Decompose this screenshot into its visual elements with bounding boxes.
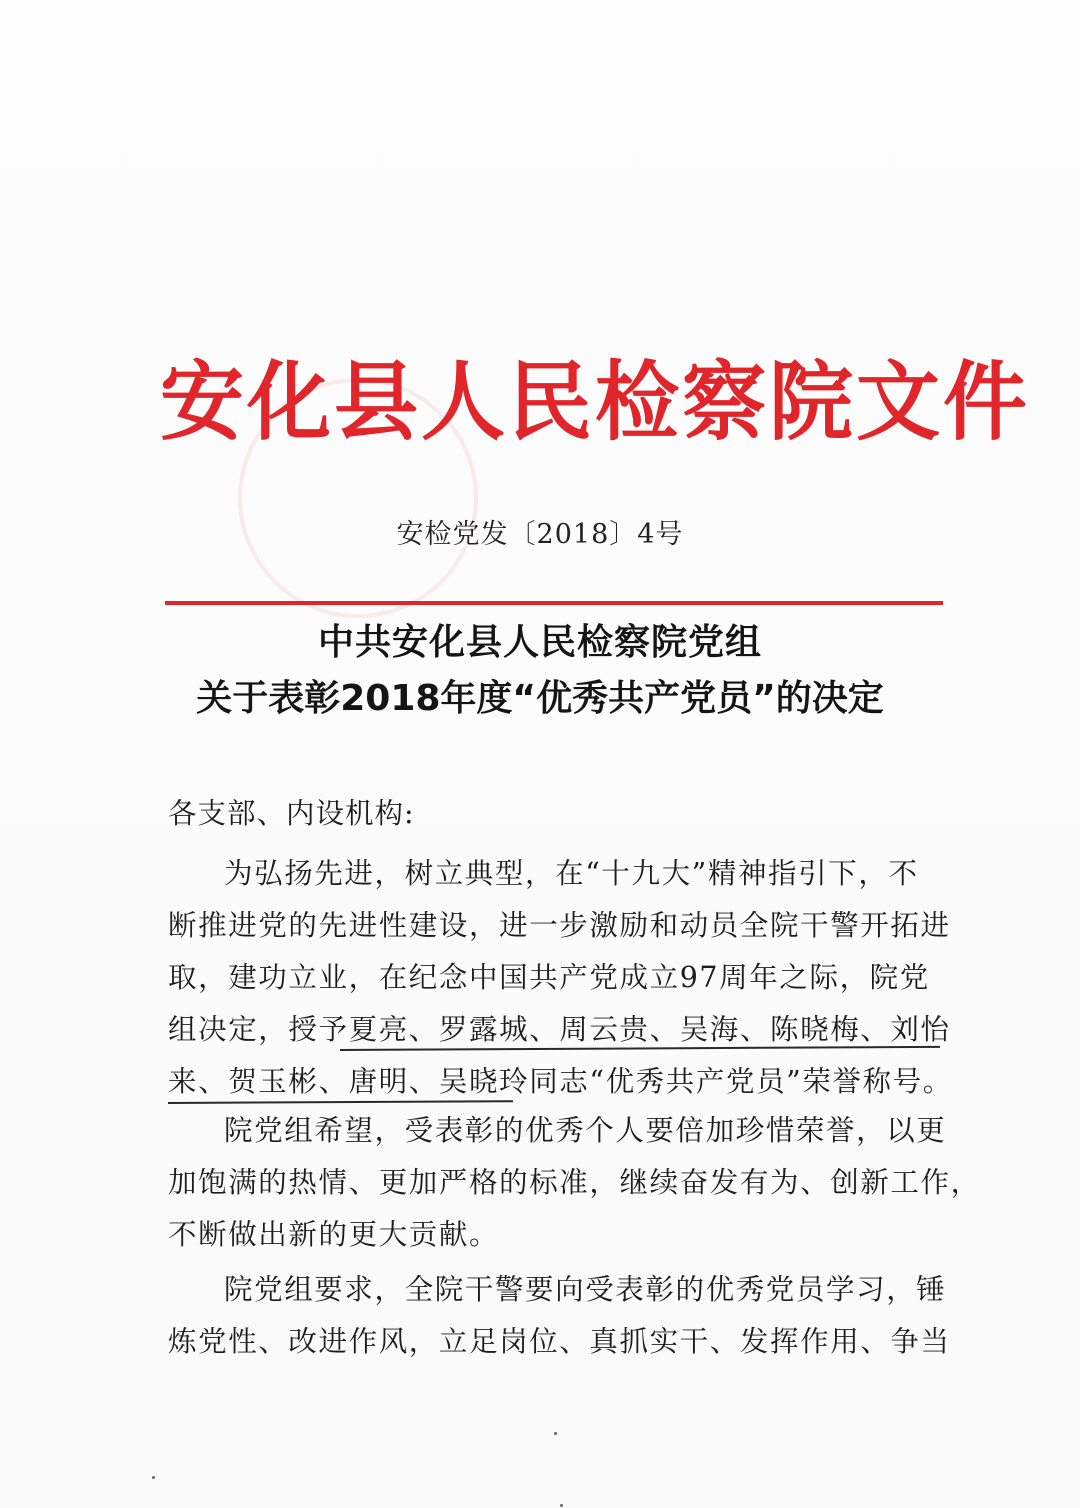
document-masthead: 安化县人民检察院文件 [160, 351, 1031, 452]
paragraph-line: 院党组要求，全院干警要向受表彰的优秀党员学习，锤 [224, 1273, 947, 1306]
scan-speck [560, 1504, 563, 1507]
scan-speck [152, 1476, 155, 1479]
paragraph-line: 取，建功立业，在纪念中国共产党成立97周年之际，院党 [168, 961, 930, 994]
paragraph-line: 炼党性、改进作风，立足岗位、真抓实干、发挥作用、争当 [168, 1325, 951, 1358]
paragraph-line: 不断做出新的更大贡献。 [168, 1218, 500, 1251]
scan-speck [554, 1432, 557, 1435]
paragraph-line: 来、贺玉彬、唐明、吴晓玲同志“优秀共产党员”荣誉称号。 [168, 1065, 953, 1098]
document-number: 安检党发〔2018〕4号 [396, 519, 684, 550]
document-title-line-1: 中共安化县人民检察院党组 [317, 622, 762, 663]
document-title-line-2: 关于表彰2018年度“优秀共产党员”的决定 [196, 678, 884, 719]
addressee-line: 各支部、内设机构: [168, 797, 415, 830]
paragraph-line: 院党组希望，受表彰的优秀个人要倍加珍惜荣誉，以更 [224, 1114, 947, 1147]
handwritten-underline [168, 1100, 513, 1104]
paragraph-line: 组决定，授予夏亮、罗露城、周云贵、吴海、陈晓梅、刘怡 [168, 1013, 951, 1046]
handwritten-underline [340, 1046, 940, 1051]
paragraph-line: 断推进党的先进性建设，进一步激励和动员全院干警开拓进 [168, 909, 951, 942]
paragraph-line: 加饱满的热情、更加严格的标准，继续奋发有为、创新工作， [168, 1166, 981, 1199]
paragraph-line: 为弘扬先进，树立典型，在“十九大”精神指引下，不 [224, 857, 919, 890]
red-divider-rule [165, 601, 943, 605]
